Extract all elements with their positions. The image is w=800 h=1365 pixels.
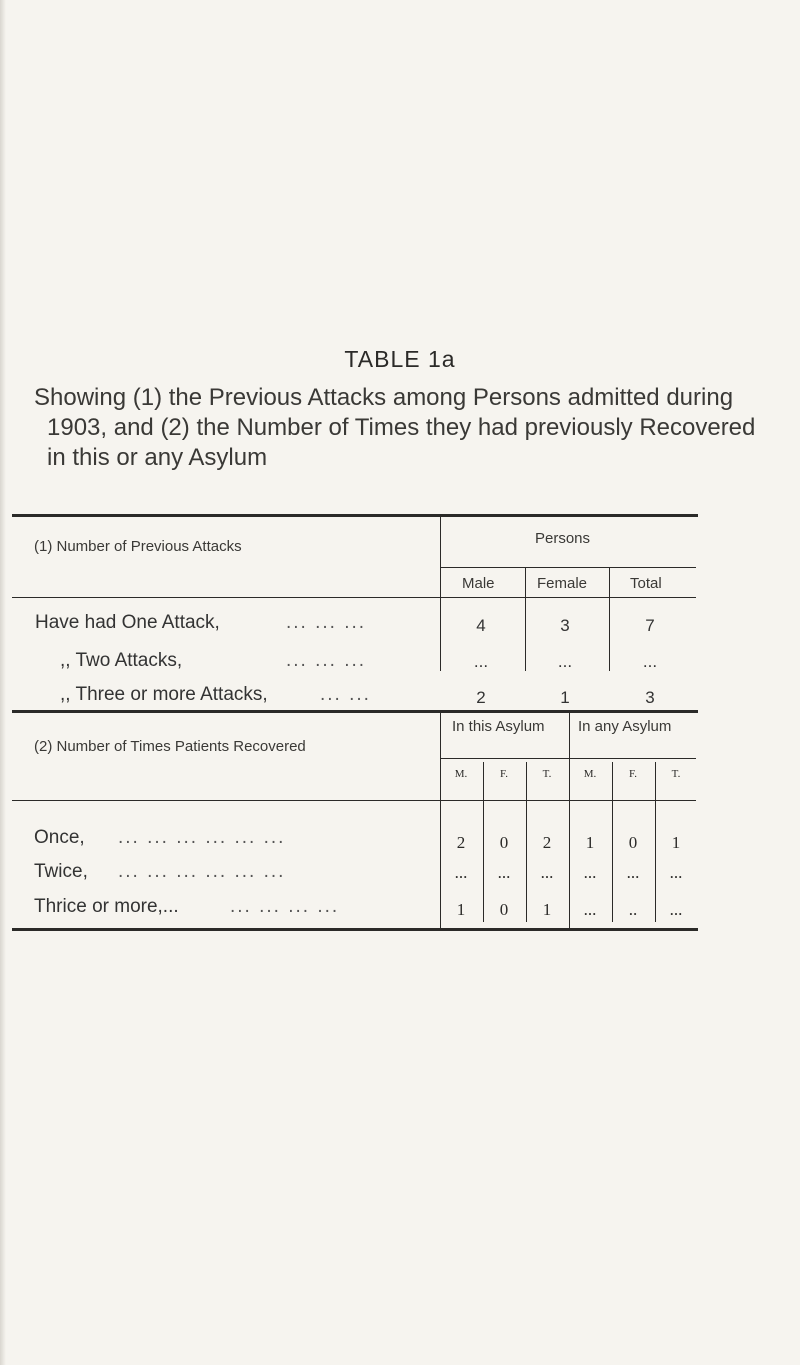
table-2-bottom-rule (12, 928, 698, 931)
dot-leader: ... ... ... (286, 612, 367, 633)
dot-leader: ... ... ... ... ... ... (118, 861, 286, 882)
table-2-divider (440, 713, 441, 931)
table-cell: ... (540, 863, 554, 882)
table-1-col-divider (525, 567, 526, 671)
table-row-label: Have had One Attack, (35, 612, 220, 633)
table-cell: .. (628, 900, 638, 919)
table-row-label: ,, Three or more Attacks, (60, 684, 268, 705)
table-2-group-divider (569, 713, 570, 931)
persons-header: Persons (535, 530, 591, 547)
table-cell: 2 (476, 688, 486, 707)
group-header-this-asylum: In this Asylum (452, 718, 545, 735)
table-cell: ... (626, 863, 640, 882)
table-cell: ... (497, 863, 511, 882)
table-cell: ... (669, 863, 683, 882)
table-cell: ... (557, 652, 573, 671)
table-cell: 3 (645, 688, 655, 707)
subcolumn-header: F. (629, 768, 637, 780)
table-row-label: Twice, (34, 861, 88, 882)
table-2-header-rule (12, 800, 696, 801)
table-1-divider (440, 517, 441, 671)
table-1-header-label: (1) Number of Previous Attacks (34, 538, 242, 555)
group-header-any-asylum: In any Asylum (578, 718, 672, 735)
table-cell: ... (642, 652, 658, 671)
subcolumn-header: F. (500, 768, 508, 780)
subcolumn-header: T. (671, 768, 681, 780)
table-cell: ... (473, 652, 489, 671)
table-2-header-label: (2) Number of Times Patients Recovered (34, 738, 306, 755)
table-1-top-rule (12, 514, 698, 517)
table-cell: 1 (560, 688, 570, 707)
table-cell: ... (454, 863, 468, 882)
table-2-group-rule (440, 758, 696, 759)
column-header-total: Total (630, 575, 662, 592)
table-cell: 1 (456, 900, 466, 919)
table-cell: 2 (456, 833, 466, 852)
table-row-label: ,, Two Attacks, (60, 650, 183, 671)
table-cell: 0 (628, 833, 638, 852)
table-cell: 3 (560, 616, 570, 635)
table-cell: ... (583, 863, 597, 882)
page-edge-shadow (0, 0, 6, 1365)
table-cell: 4 (476, 616, 486, 635)
table-row-label: Thrice or more,... (34, 896, 179, 917)
table-subtitle: Showing (1) the Previous Attacks among Persons admitted during 1903, and (2) the Number of Times they had previously Recovered in this or any Asylum (34, 384, 756, 471)
subcolumn-header: M. (454, 768, 468, 780)
dot-leader: ... ... ... ... ... ... (118, 827, 286, 848)
dot-leader: ... ... ... ... (230, 896, 340, 917)
table-1-header-rule (12, 597, 696, 598)
dot-leader: ... ... (320, 684, 371, 705)
column-header-female: Female (537, 575, 588, 592)
table-cell: 1 (585, 833, 595, 852)
table-title: TABLE 1a (344, 346, 456, 372)
table-cell: 0 (499, 833, 509, 852)
subcolumn-header: T. (542, 768, 552, 780)
table-row-label: Once, (34, 827, 85, 848)
column-header-male: Male (462, 575, 495, 592)
table-1-col-divider (609, 567, 610, 671)
dot-leader: ... ... ... (286, 650, 367, 671)
subcolumn-header: M. (583, 768, 597, 780)
table-cell: 2 (542, 833, 552, 852)
table-cell: 0 (499, 900, 509, 919)
table-cell: ... (583, 900, 597, 919)
table-cell: 1 (542, 900, 552, 919)
table-cell: 1 (671, 833, 681, 852)
table-cell: ... (669, 900, 683, 919)
table-cell: 7 (645, 616, 655, 635)
table-2-top-rule (12, 710, 698, 713)
table-1-group-rule (440, 567, 696, 568)
